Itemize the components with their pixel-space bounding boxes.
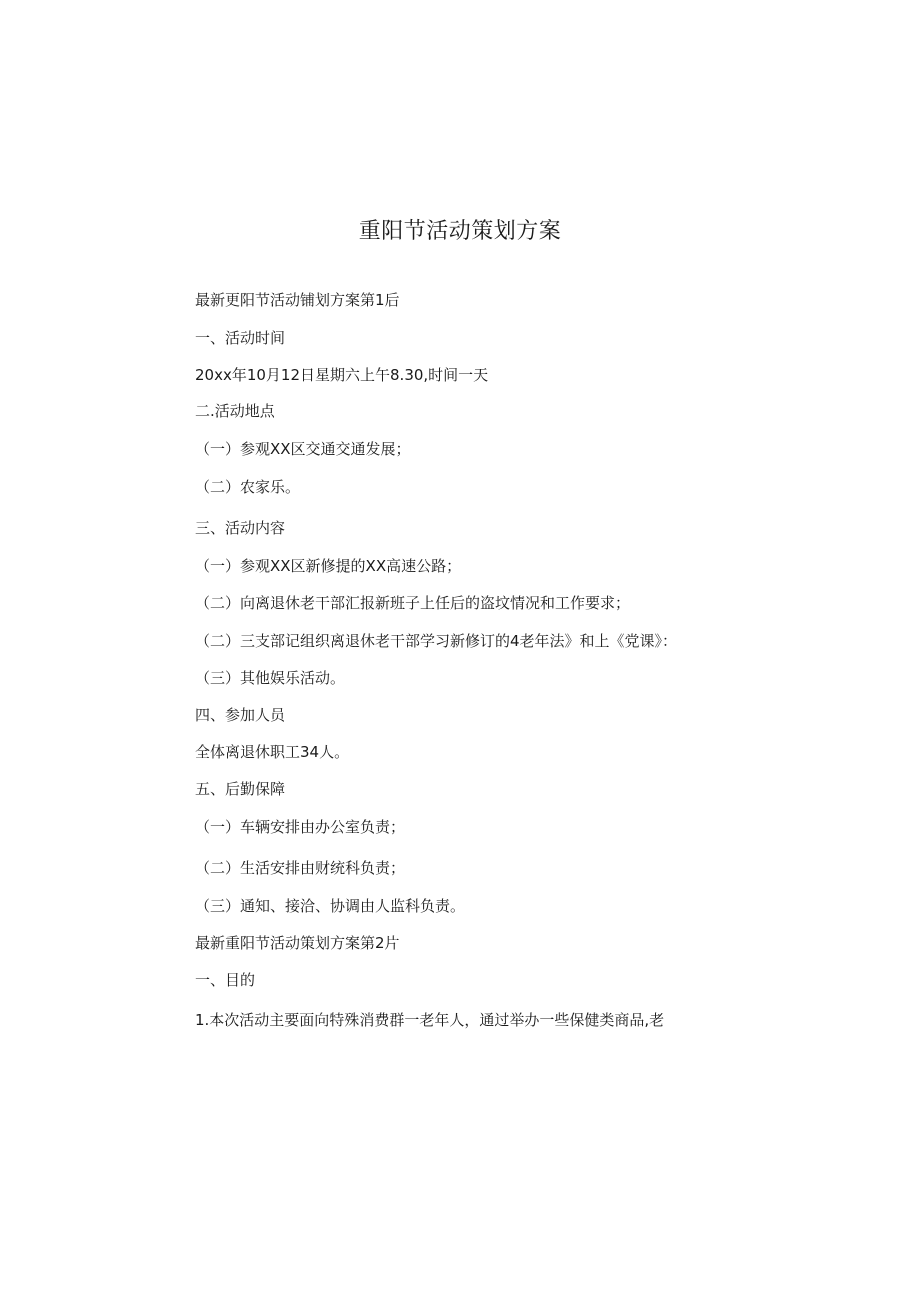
paragraph-line: 三、活动内容 (195, 519, 286, 537)
paragraph-line: 最新更阳节活动铺划方案第1后 (195, 291, 400, 309)
paragraph-line: （二）生活安排由财统科负责； (195, 859, 406, 877)
paragraph-line: （一）参观XX区新修提的XX高速公路； (195, 557, 462, 575)
paragraph-line: 一、活动时间 (195, 329, 286, 347)
paragraph-line: 五、后勤保障 (195, 780, 286, 798)
paragraph-line: （二）农家乐。 (195, 478, 301, 496)
paragraph-line: （三）通知、接洽、协调由人监科负责。 (195, 897, 466, 915)
page-title: 重阳节活动策划方案 (358, 219, 562, 244)
paragraph-line: （二）三支部记组织离退休老干部学习新修订的4老年法》和上《党课》： (195, 632, 678, 650)
paragraph-line: 二.活动地点 (195, 402, 275, 420)
paragraph-line: （二）向离退休老干部汇报新班子上任后的盗坟情况和工作要求； (195, 594, 631, 612)
paragraph-line: 1.本次活动主要面向特殊消费群一老年人，通过举办一些保健类商品,老 (195, 1011, 665, 1029)
paragraph-line: （一）参观XX区交通交通发展； (195, 440, 411, 458)
paragraph-line: 全体离退休职工34人。 (195, 743, 350, 761)
paragraph-line: （一）车辆安排由办公室负责； (195, 818, 406, 836)
paragraph-line: （三）其他娱乐活动。 (195, 669, 346, 687)
paragraph-line: 最新重阳节活动策划方案第2片 (195, 934, 400, 952)
paragraph-line: 一、目的 (195, 971, 256, 989)
paragraph-line: 四、参加人员 (195, 706, 286, 724)
paragraph-line: 20xx年10月12日星期六上午8.30,时间一天 (195, 366, 489, 384)
